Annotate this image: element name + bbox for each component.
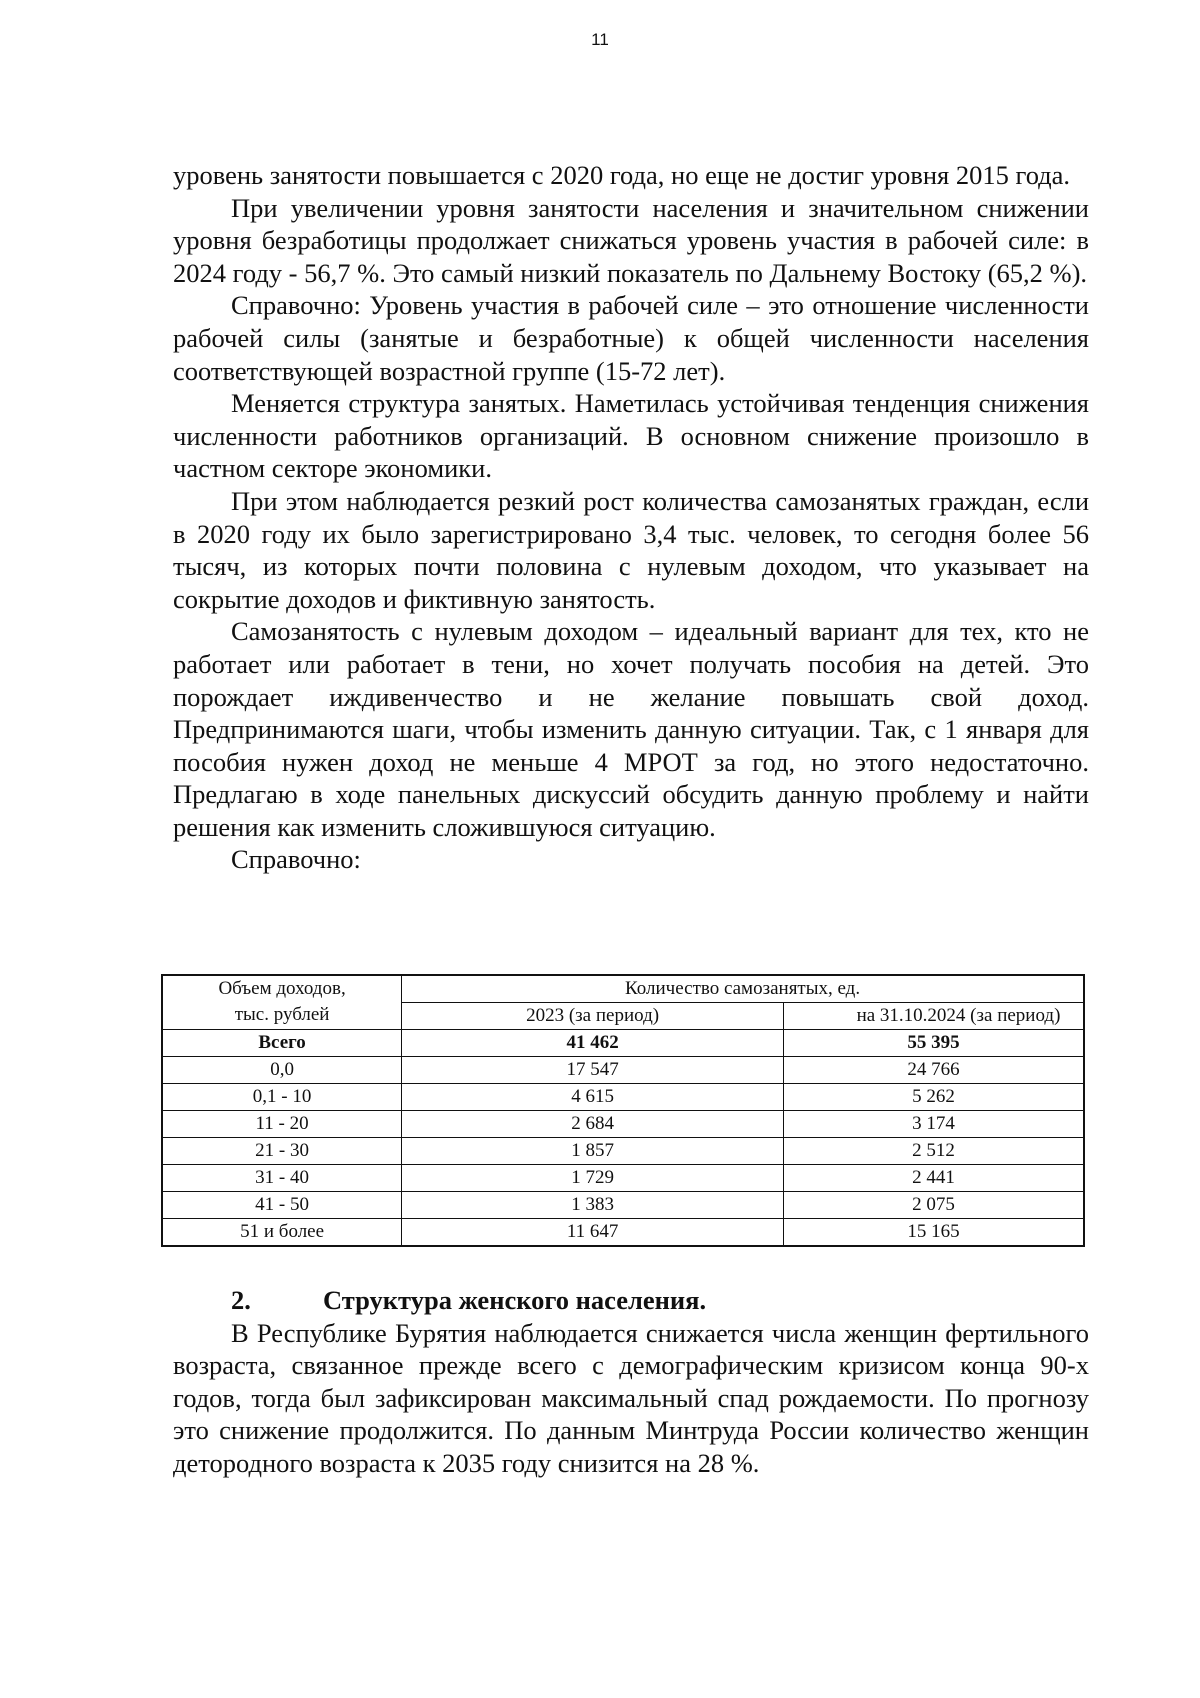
income-range: Всего: [162, 1030, 402, 1057]
page-number: 11: [591, 30, 609, 49]
paragraph: Меняется структура занятых. Наметилась устойчивая тенденция снижения численности работников организаций. В основном снижение произошло в частном секторе экономики.: [173, 388, 1089, 484]
income-range: 51 и более: [162, 1219, 402, 1247]
income-range: 41 - 50: [162, 1192, 402, 1219]
value-2024: 2 441: [784, 1165, 1084, 1192]
section-heading: [173, 1284, 1089, 1317]
paragraph: Самозанятость с нулевым доходом – идеальный вариант для тех, кто не работает или работает в тени, но хочет получать пособия на детей. Это порождает иждивенчество и не желание повышать свой доход. Предпринимаются шаги, чтобы изменить данную ситуации. Так, с 1 января для пособия нужен доход не меньше 4 МРОТ за год, но этого недостаточно. Предлагаю в ходе панельных дискуссий обсудить данную проблему и найти решения как изменить сложившуюся ситуацию.: [173, 616, 1089, 842]
header-income: Объем доходов, тыс. рублей: [162, 975, 402, 1030]
value-2023: 11 647: [402, 1219, 784, 1247]
header-2024: на 31.10.2024 (за период): [784, 1003, 1084, 1030]
header-2023: 2023 (за период): [402, 1003, 784, 1030]
income-range: 21 - 30: [162, 1138, 402, 1165]
body-text: [173, 159, 1089, 876]
header-group: Количество самозанятых, ед.: [402, 975, 1084, 1003]
income-range: 11 - 20: [162, 1111, 402, 1138]
value-2024: 3 174: [784, 1111, 1084, 1138]
income-range: 0,0: [162, 1057, 402, 1084]
paragraph: В Республике Бурятия наблюдается снижается числа женщин фертильного возраста, связанное прежде всего с демографическим кризисом конца 90-х годов, тогда был зафиксирован максимальный спад рождаемости. По прогнозу это снижение продолжится. По данным Минтруда России количество женщин детородного возраста к 2035 году снизится на 28 %.: [173, 1317, 1089, 1478]
table-row: [162, 1138, 1084, 1165]
paragraph: При увеличении уровня занятости населения и значительном снижении уровня безработицы продолжает снижаться уровень участия в рабочей силе: в 2024 году - 56,7 %. Это самый низкий показатель по Дальнему Востоку (65,2 %).: [173, 192, 1089, 288]
income-range: 31 - 40: [162, 1165, 402, 1192]
section-number: 2.: [231, 1285, 251, 1315]
table-header-row: [162, 975, 1084, 1003]
section-2: [173, 1284, 1089, 1480]
value-2024: 24 766: [784, 1057, 1084, 1084]
value-2024: 15 165: [784, 1219, 1084, 1247]
income-range: 0,1 - 10: [162, 1084, 402, 1111]
value-2024: 55 395: [784, 1030, 1084, 1057]
table-row: [162, 1219, 1084, 1247]
value-2024: 2 075: [784, 1192, 1084, 1219]
paragraph: При этом наблюдается резкий рост количества самозанятых граждан, если в 2020 году их было зарегистрировано 3,4 тыс. человек, то сегодня более 56 тысяч, из которых почти половина с нулевым доходом, что указывает на сокрытие доходов и фиктивную занятость.: [173, 485, 1089, 614]
value-2023: 4 615: [402, 1084, 784, 1111]
value-2023: 2 684: [402, 1111, 784, 1138]
value-2023: 1 383: [402, 1192, 784, 1219]
table-row: [162, 1111, 1084, 1138]
table-row: [162, 1030, 1084, 1057]
paragraph: Справочно:: [231, 844, 361, 875]
section-title: Структура женского населения.: [323, 1285, 707, 1315]
value-2023: 1 729: [402, 1165, 784, 1192]
value-2023: 17 547: [402, 1057, 784, 1084]
value-2024: 2 512: [784, 1138, 1084, 1165]
value-2024: 5 262: [784, 1084, 1084, 1111]
value-2023: 1 857: [402, 1138, 784, 1165]
table-row: [162, 1057, 1084, 1084]
table-row: [162, 1084, 1084, 1111]
paragraph: Справочно: Уровень участия в рабочей силе – это отношение численности рабочей силы (занятые и безработные) к общей численности населения соответствующей возрастной группе (15-72 лет).: [173, 290, 1089, 386]
paragraph: уровень занятости повышается с 2020 года, но еще не достиг уровня 2015 года.: [173, 160, 1071, 190]
table-row: [162, 1165, 1084, 1192]
value-2023: 41 462: [402, 1030, 784, 1057]
self-employed-table: [161, 974, 1085, 1247]
table-row: [162, 1192, 1084, 1219]
